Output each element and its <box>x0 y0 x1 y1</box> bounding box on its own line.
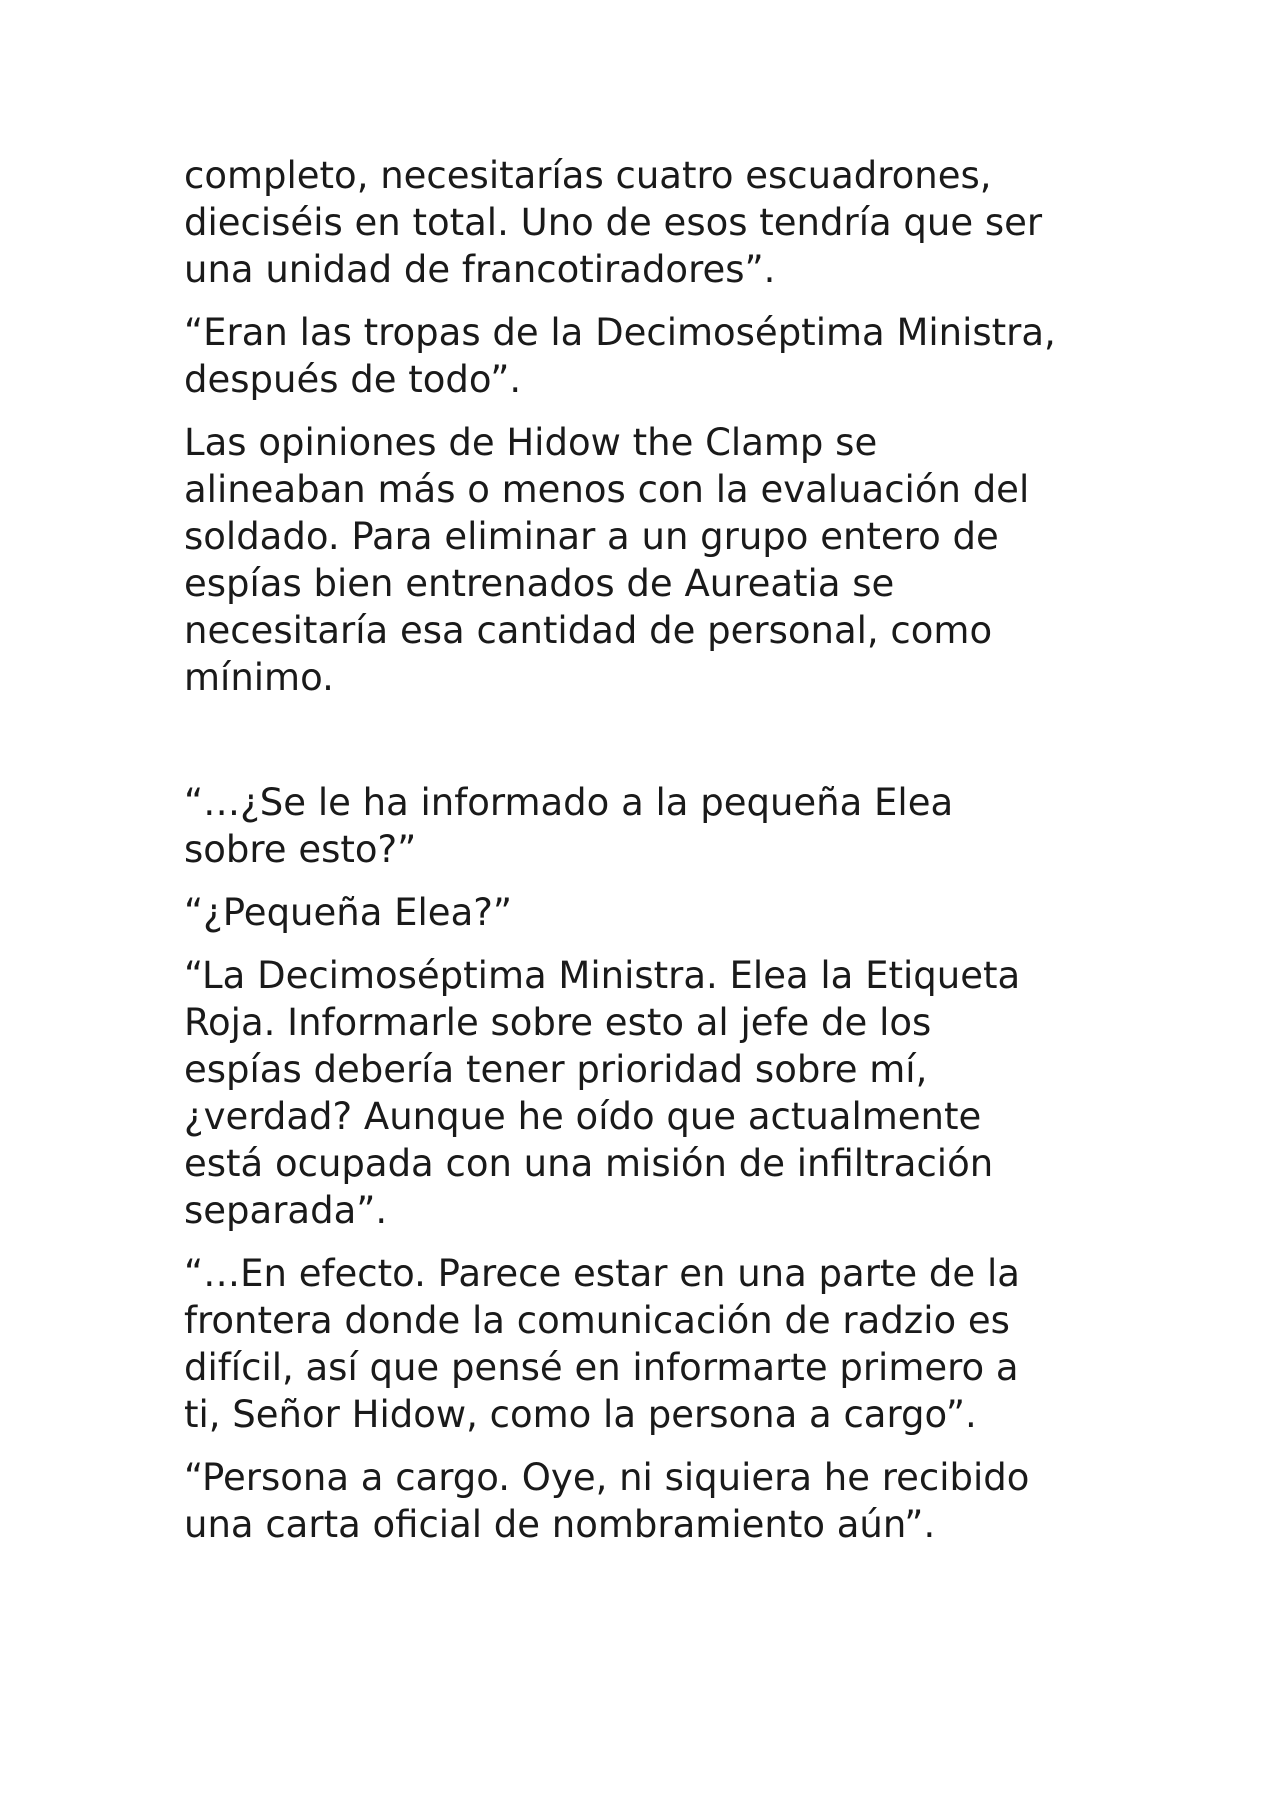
paragraph-8: “Persona a cargo. Oye, ni siquiera he recibido una carta oficial de nombramiento aún”. <box>184 1456 1030 1546</box>
paragraph-4: “…¿Se le ha informado a la pequeña Elea sobre esto?” <box>184 781 954 871</box>
paragraph-7: “…En efecto. Parece estar en una parte de la frontera donde la comunicación de radzio es difícil, así que pensé en informarte primero a ti, Señor Hidow, como la persona a cargo”. <box>184 1252 1020 1436</box>
paragraph-2: “Eran las tropas de la Decimoséptima Ministra, después de todo”. <box>184 311 1056 401</box>
paragraph-6: “La Decimoséptima Ministra. Elea la Etiqueta Roja. Informarle sobre esto al jefe de los espías debería tener prioridad sobre mí, ¿verdad? Aunque he oído que actualmente está ocupada con una misión de infiltración separada”. <box>184 954 1021 1232</box>
paragraph-1: completo, necesitarías cuatro escuadrones, dieciséis en total. Uno de esos tendría que ser una unidad de francotiradores”. <box>184 154 1043 291</box>
paragraph-3: Las opiniones de Hidow the Clamp se alineaban más o menos con la evaluación del soldado. Para eliminar a un grupo entero de espías bien entrenados de Aureatia se necesitaría esa cantidad de personal, como mínimo. <box>184 421 1030 699</box>
document-page <box>184 152 1134 1564</box>
paragraph-5: “¿Pequeña Elea?” <box>184 891 513 934</box>
